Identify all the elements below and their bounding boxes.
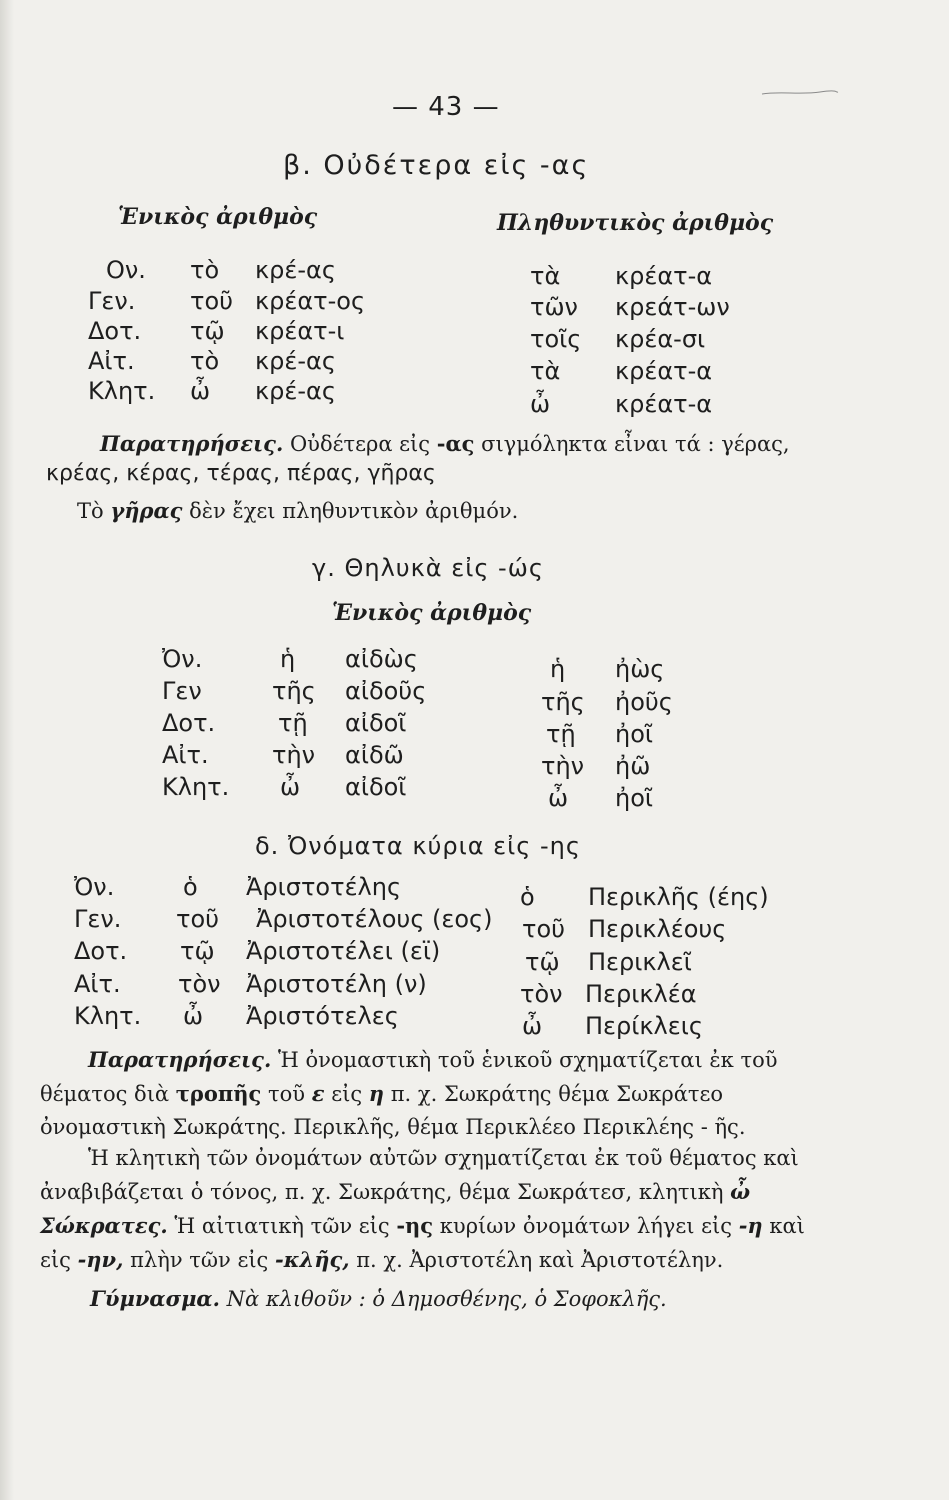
article: ὁ [183,873,198,901]
remarks-note-text: Τὸ [77,499,104,523]
section-b-header-singular: Ἑνικὸς ἀριθμὸς [118,204,318,230]
article-plural: τοῖς [530,325,582,353]
case-label: Ον. [106,256,146,284]
paragraph-text: εἰς [331,1082,363,1106]
article: τὴν [272,741,316,769]
form: ἠὼς [615,655,665,683]
remarks-label: Παρατηρήσεις. [88,1047,272,1072]
paragraph-text: π. χ. Ἀριστοτέλη καὶ Ἀριστοτέλην. [356,1248,724,1272]
scan-edge-shadow [0,0,14,1500]
form: Περίκλεις [585,1012,703,1040]
form: αἰδοῖ [345,773,407,801]
form-singular: κρέ-ας [255,377,336,405]
section-b-remarks [100,427,790,461]
exercise-text: Νὰ κλιθοῦν : ὁ Δημοσθένης, ὁ Σοφοκλῆς. [226,1287,667,1311]
remarks-word-list: κρέας, κέρας, τέρας, πέρας, γῆρας [46,461,436,486]
remarks-ending: -ας [436,431,475,456]
form-plural: κρεάτ-ων [615,293,730,321]
article: τὴν [541,752,585,780]
section-d-title: δ. Ὀνόματα κύρια εἰς -ης [255,832,581,860]
case-label: Κλητ. [162,773,230,801]
article: ὦ [183,1002,204,1030]
pencil-mark [760,90,840,96]
remarks-note-word: γῆρας [110,498,183,523]
emphasis: -ης [396,1213,434,1238]
article-plural: τῶν [530,293,578,321]
article: ὦ [522,1012,543,1040]
emphasis: -κλῆς, [275,1247,350,1272]
form: Ἀριστοτέλους (εος) [256,905,493,933]
paragraph-text: Ἡ κλητικὴ τῶν ὀνομάτων αὐτῶν σχηματίζεται ἐκ τοῦ θέματος καὶ ἀναβιβάζεται ὁ τόνος, π. χ. Σωκράτης, θέμα Σωκράτεσ, κλητικὴ [40,1146,799,1204]
case-label: Αἰτ. [88,347,135,375]
article-singular: τοῦ [190,287,234,315]
article-singular: ὦ [190,377,211,405]
article: τῆς [272,677,316,705]
exercise-label: Γύμνασμα. [90,1286,220,1311]
remarks-text: Οὐδέτερα εἰς [289,432,431,456]
form: αἰδοῖ [345,709,407,737]
article: ὦ [280,773,301,801]
form-plural: κρέατ-α [615,390,713,418]
form: αἰδὼς [345,645,418,673]
article-singular: τῷ [190,317,225,345]
article: ὁ [520,883,535,911]
case-label: Δοτ. [88,317,142,345]
case-label: Γεν. [88,287,136,315]
article: τῷ [180,937,215,965]
section-c-title: γ. Θηλυκὰ εἰς -ώς [312,554,544,582]
paragraph-text: Ἡ αἰτιατικὴ τῶν εἰς [174,1214,390,1238]
remarks-label: Παρατηρήσεις. [100,431,284,456]
form-plural: κρέατ-α [615,357,713,385]
form-plural: κρέατ-α [615,262,713,290]
section-c-header-singular: Ἑνικὸς ἀριθμὸς [332,600,532,626]
case-label: Γεν [162,677,202,705]
section-b-header-plural: Πληθυντικὸς ἀριθμὸς [497,210,774,236]
form-singular: κρέ-ας [255,256,336,284]
form: ἠῶ [615,752,651,780]
form-plural: κρέα-σι [615,325,706,353]
emphasis: ὦ Σώκρατες. [40,1179,751,1238]
form: Ἀριστότελες [246,1002,399,1030]
case-label: Ὀν. [74,873,115,901]
paragraph-text: καὶ εἰς [40,1214,805,1272]
article: τῆς [541,688,585,716]
paragraph-text: κυρίων ὀνομάτων λήγει εἰς [439,1214,733,1238]
article: τοῦ [522,915,566,943]
article: τῇ [546,720,576,748]
emphasis: η [368,1081,385,1106]
remarks-note-text: δὲν ἔχει πληθυντικὸν ἀριθμόν. [189,499,519,523]
remarks-text: σιγμόληκτα εἶναι τά : γέρας, [481,432,790,456]
form: Περικλέους [588,915,727,943]
case-label: Αἰτ. [74,970,121,998]
form: Περικλῆς (έης) [588,883,769,911]
emphasis: -ην, [77,1247,124,1272]
article-singular: τὸ [190,256,220,284]
form: ἠοῖ [615,720,654,748]
paragraph-text: πλὴν τῶν εἰς [130,1248,269,1272]
article: τῷ [525,948,560,976]
form: Περικλέα [585,980,697,1008]
form: αἰδοῦς [345,677,427,705]
article: τῇ [278,709,308,737]
form: ἠοῖ [615,784,654,812]
case-label: Αἰτ. [162,741,209,769]
case-label: Κλητ. [74,1002,142,1030]
form: αἰδῶ [345,741,404,769]
form-singular: κρέατ-ι [255,317,345,345]
form: ἠοῦς [615,688,673,716]
article: τὸν [520,980,563,1008]
case-label: Κλητ. [88,377,156,405]
section-b-title: β. Οὐδέτερα εἰς -ας [283,150,590,181]
article-singular: τὸ [190,347,220,375]
case-label: Δοτ. [74,937,128,965]
paragraph-text: Ἡ ὀνομαστικὴ τοῦ ἑνικοῦ σχηματίζεται ἐκ τοῦ θέματος διὰ [40,1048,778,1106]
case-label: Ὀν. [162,645,203,673]
article: τὸν [178,970,221,998]
case-label: Δοτ. [162,709,216,737]
article: ἡ [280,645,296,673]
article: ἡ [550,655,566,683]
form-singular: κρέ-ας [255,347,336,375]
case-label: Γεν. [74,905,122,933]
form-singular: κρέατ-ος [255,287,366,315]
exercise [90,1282,667,1316]
emphasis: -η [738,1213,763,1238]
emphasis: ε [311,1081,325,1106]
emphasis: τροπῆς [175,1081,262,1106]
paragraph-text: τοῦ [268,1082,306,1106]
form: Ἀριστοτέλη (ν) [246,970,427,998]
article-plural: τὰ [530,357,561,385]
article: ὦ [548,784,569,812]
form: Ἀριστοτέλει (εϊ) [246,937,441,965]
remarks-note [77,494,518,528]
section-d-remarks-paragraph [40,1043,820,1144]
page-number: — 43 — [392,92,500,122]
form: Περικλεῖ [588,948,692,976]
section-d-vocative-paragraph [40,1142,820,1277]
article-plural: ὦ [530,390,551,418]
article-plural: τὰ [530,262,561,290]
paragraph-text: π. χ. Σωκράτης θέμα Σωκράτεο ὀνομαστικὴ Σωκράτης. Περικλῆς, θέμα Περικλέεο Περικλέης - ῆς. [40,1082,746,1139]
article: τοῦ [176,905,220,933]
form: Ἀριστοτέλης [246,873,402,901]
